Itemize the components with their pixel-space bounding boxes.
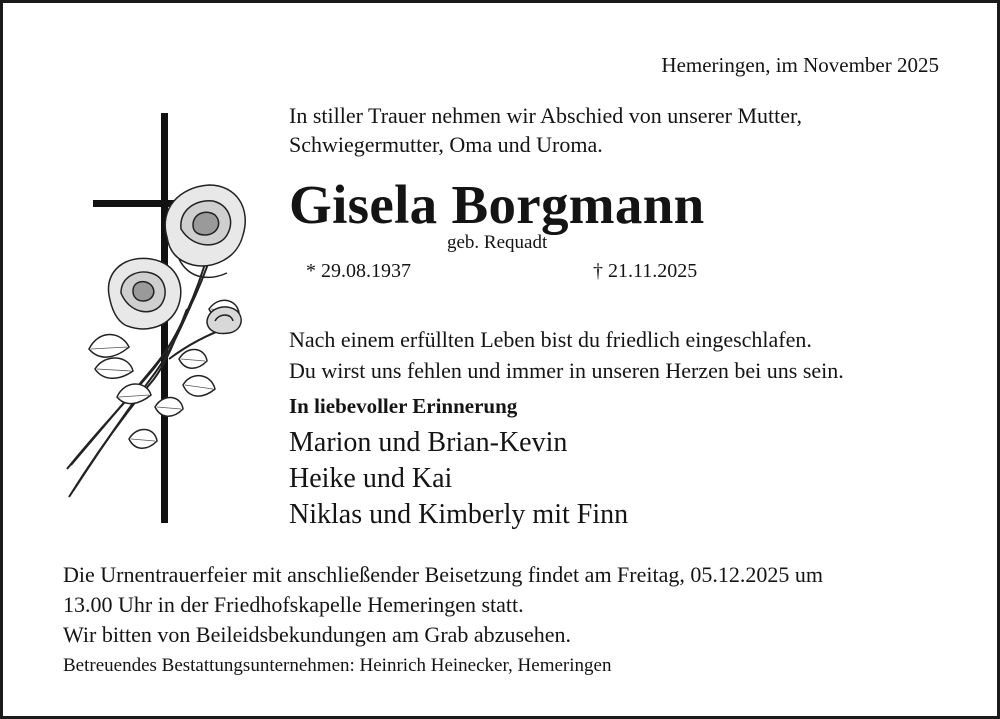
- intro-line: Schwiegermutter, Oma und Uroma.: [289, 132, 603, 157]
- deceased-name: Gisela Borgmann: [289, 174, 705, 235]
- ceremony-line: Wir bitten von Beileidsbekundungen am Grab abzusehen.: [63, 622, 572, 647]
- verse-line: Nach einem erfüllten Leben bist du friedlich eingeschlafen.: [289, 327, 812, 352]
- maiden-name: geb. Requadt: [447, 232, 548, 253]
- ceremony-info: [63, 560, 823, 650]
- verse-line: Du wirst uns fehlen und immer in unseren Herzen bei uns sein.: [289, 358, 844, 383]
- funeral-home: Betreuendes Bestattungsunternehmen: Heinrich Heinecker, Hemeringen: [63, 655, 612, 676]
- ceremony-line: Die Urnentrauerfeier mit anschließender Beisetzung findet am Freitag, 05.12.2025 um: [63, 562, 823, 587]
- memorial-verse: [289, 324, 844, 386]
- family-member: Heike und Kai: [289, 463, 453, 494]
- family-member: Niklas und Kimberly mit Finn: [289, 499, 629, 530]
- cross-with-roses-icon: [59, 109, 249, 529]
- death-date: † 21.11.2025: [593, 260, 698, 282]
- family-member: Marion und Brian-Kevin: [289, 427, 568, 458]
- ceremony-line: 13.00 Uhr in der Friedhofskapelle Hemeringen statt.: [63, 592, 524, 617]
- place-date: Hemeringen, im November 2025: [661, 53, 939, 77]
- intro-text: [289, 101, 949, 159]
- family-list: [289, 425, 628, 533]
- intro-line: In stiller Trauer nehmen wir Abschied von unserer Mutter,: [289, 103, 802, 128]
- memory-heading: In liebevoller Erinnerung: [289, 394, 518, 418]
- birth-date: * 29.08.1937: [306, 260, 411, 282]
